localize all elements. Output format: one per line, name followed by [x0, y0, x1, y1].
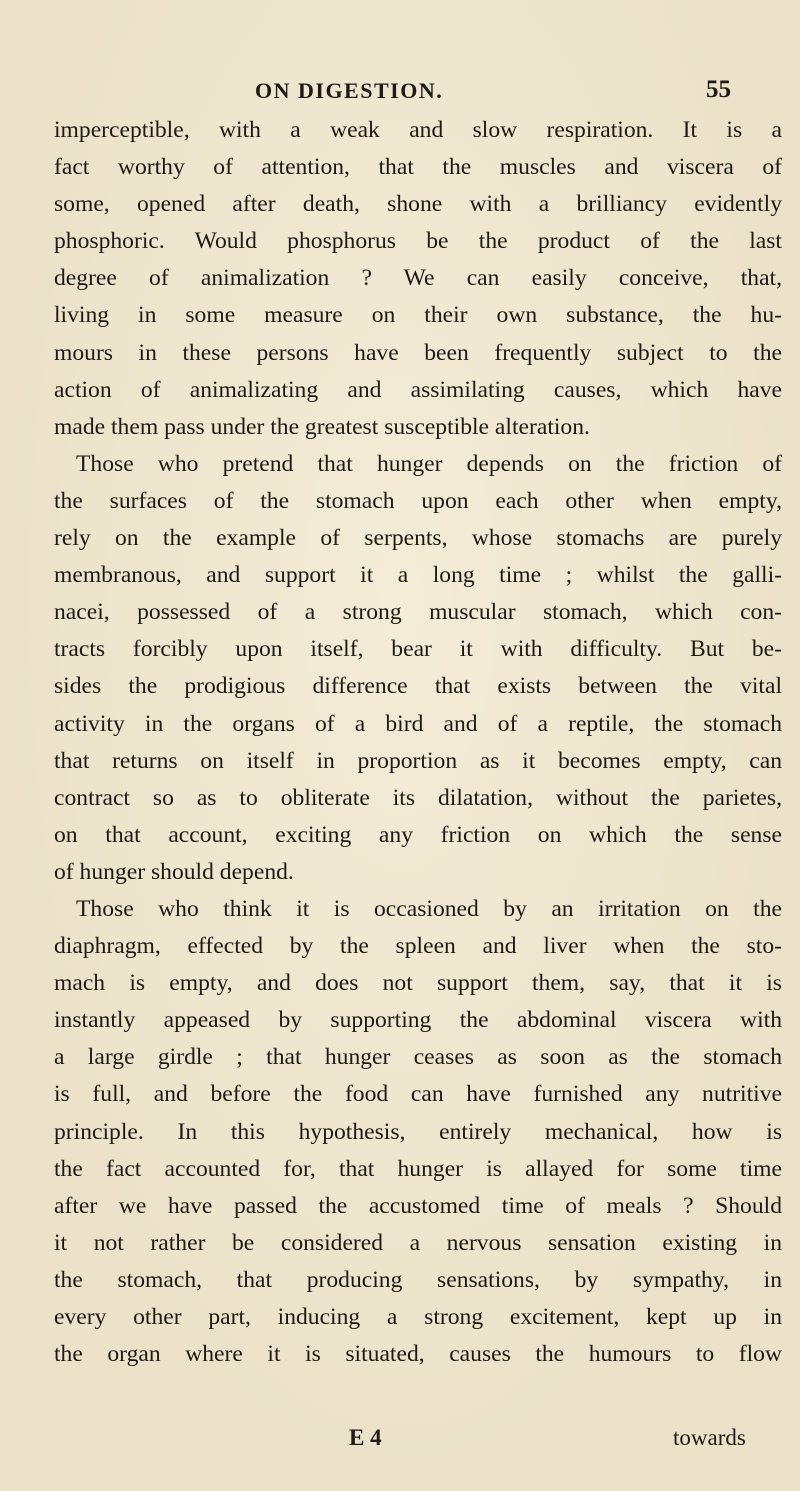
text-line: instantly appeased by supporting the abdominal viscera with: [54, 1007, 782, 1034]
page-footer: [0, 1425, 800, 1461]
text-line: membranous, and support it a long time ; whilst the galli-: [54, 562, 782, 589]
text-line: the stomach, that producing sensations, by sympathy, in: [54, 1266, 782, 1293]
text-line: a large girdle ; that hunger ceases as soon as the stomach: [54, 1044, 782, 1071]
text-line: mach is empty, and does not support them, say, that it is: [54, 970, 782, 997]
text-line: rely on the example of serpents, whose stomachs are purely: [54, 525, 782, 552]
paragraph-start: Those who pretend that hunger depends on the friction of: [76, 450, 782, 477]
text-line: contract so as to obliterate its dilatation, without the parietes,: [54, 784, 782, 811]
text-line: diaphragm, effected by the spleen and liver when the sto-: [54, 933, 782, 960]
text-line: made them pass under the greatest susceptible alteration.: [54, 413, 590, 440]
text-line: phosphoric. Would phosphorus be the product of the last: [54, 228, 782, 255]
text-line: it not rather be considered a nervous sensation existing in: [54, 1229, 782, 1256]
text-line: action of animalizating and assimilating causes, which have: [54, 376, 782, 403]
text-line: the organ where it is situated, causes the humours to flow: [54, 1341, 782, 1368]
text-line: living in some measure on their own substance, the hu-: [54, 302, 782, 329]
text-line: that returns on itself in proportion as it becomes empty, can: [54, 747, 782, 774]
text-line: tracts forcibly upon itself, bear it with difficulty. But be-: [54, 636, 782, 663]
text-line: the fact accounted for, that hunger is allayed for some time: [54, 1155, 782, 1182]
text-line: sides the prodigious difference that exists between the vital: [54, 673, 782, 700]
text-line: fact worthy of attention, that the muscles and viscera of: [54, 154, 782, 181]
body-text: [54, 112, 782, 1373]
paragraph-start: Those who think it is occasioned by an irritation on the: [76, 895, 782, 922]
text-line: imperceptible, with a weak and slow respiration. It is a: [54, 117, 782, 143]
text-line: activity in the organs of a bird and of a reptile, the stomach: [54, 710, 782, 737]
text-line: degree of animalization ? We can easily conceive, that,: [54, 265, 782, 292]
catchword: towards: [673, 1425, 746, 1450]
text-line: of hunger should depend.: [54, 858, 294, 885]
text-line: principle. In this hypothesis, entirely mechanical, how is: [54, 1118, 782, 1145]
text-line: after we have passed the accustomed time of meals ? Should: [54, 1192, 782, 1219]
text-line: nacei, possessed of a strong muscular stomach, which con-: [54, 599, 782, 626]
page-number: 55: [706, 76, 731, 103]
running-head: ON DIGESTION.: [255, 78, 444, 103]
page-header: [0, 78, 800, 110]
text-line: some, opened after death, shone with a brilliancy evidently: [54, 191, 782, 218]
text-line: on that account, exciting any friction on which the sense: [54, 821, 782, 848]
signature-mark: E 4: [349, 1425, 382, 1450]
text-line: the surfaces of the stomach upon each other when empty,: [54, 487, 782, 514]
text-line: every other part, inducing a strong excitement, kept up in: [54, 1304, 782, 1330]
text-line: mours in these persons have been frequently subject to the: [54, 339, 782, 366]
text-line: is full, and before the food can have furnished any nutritive: [54, 1081, 782, 1108]
